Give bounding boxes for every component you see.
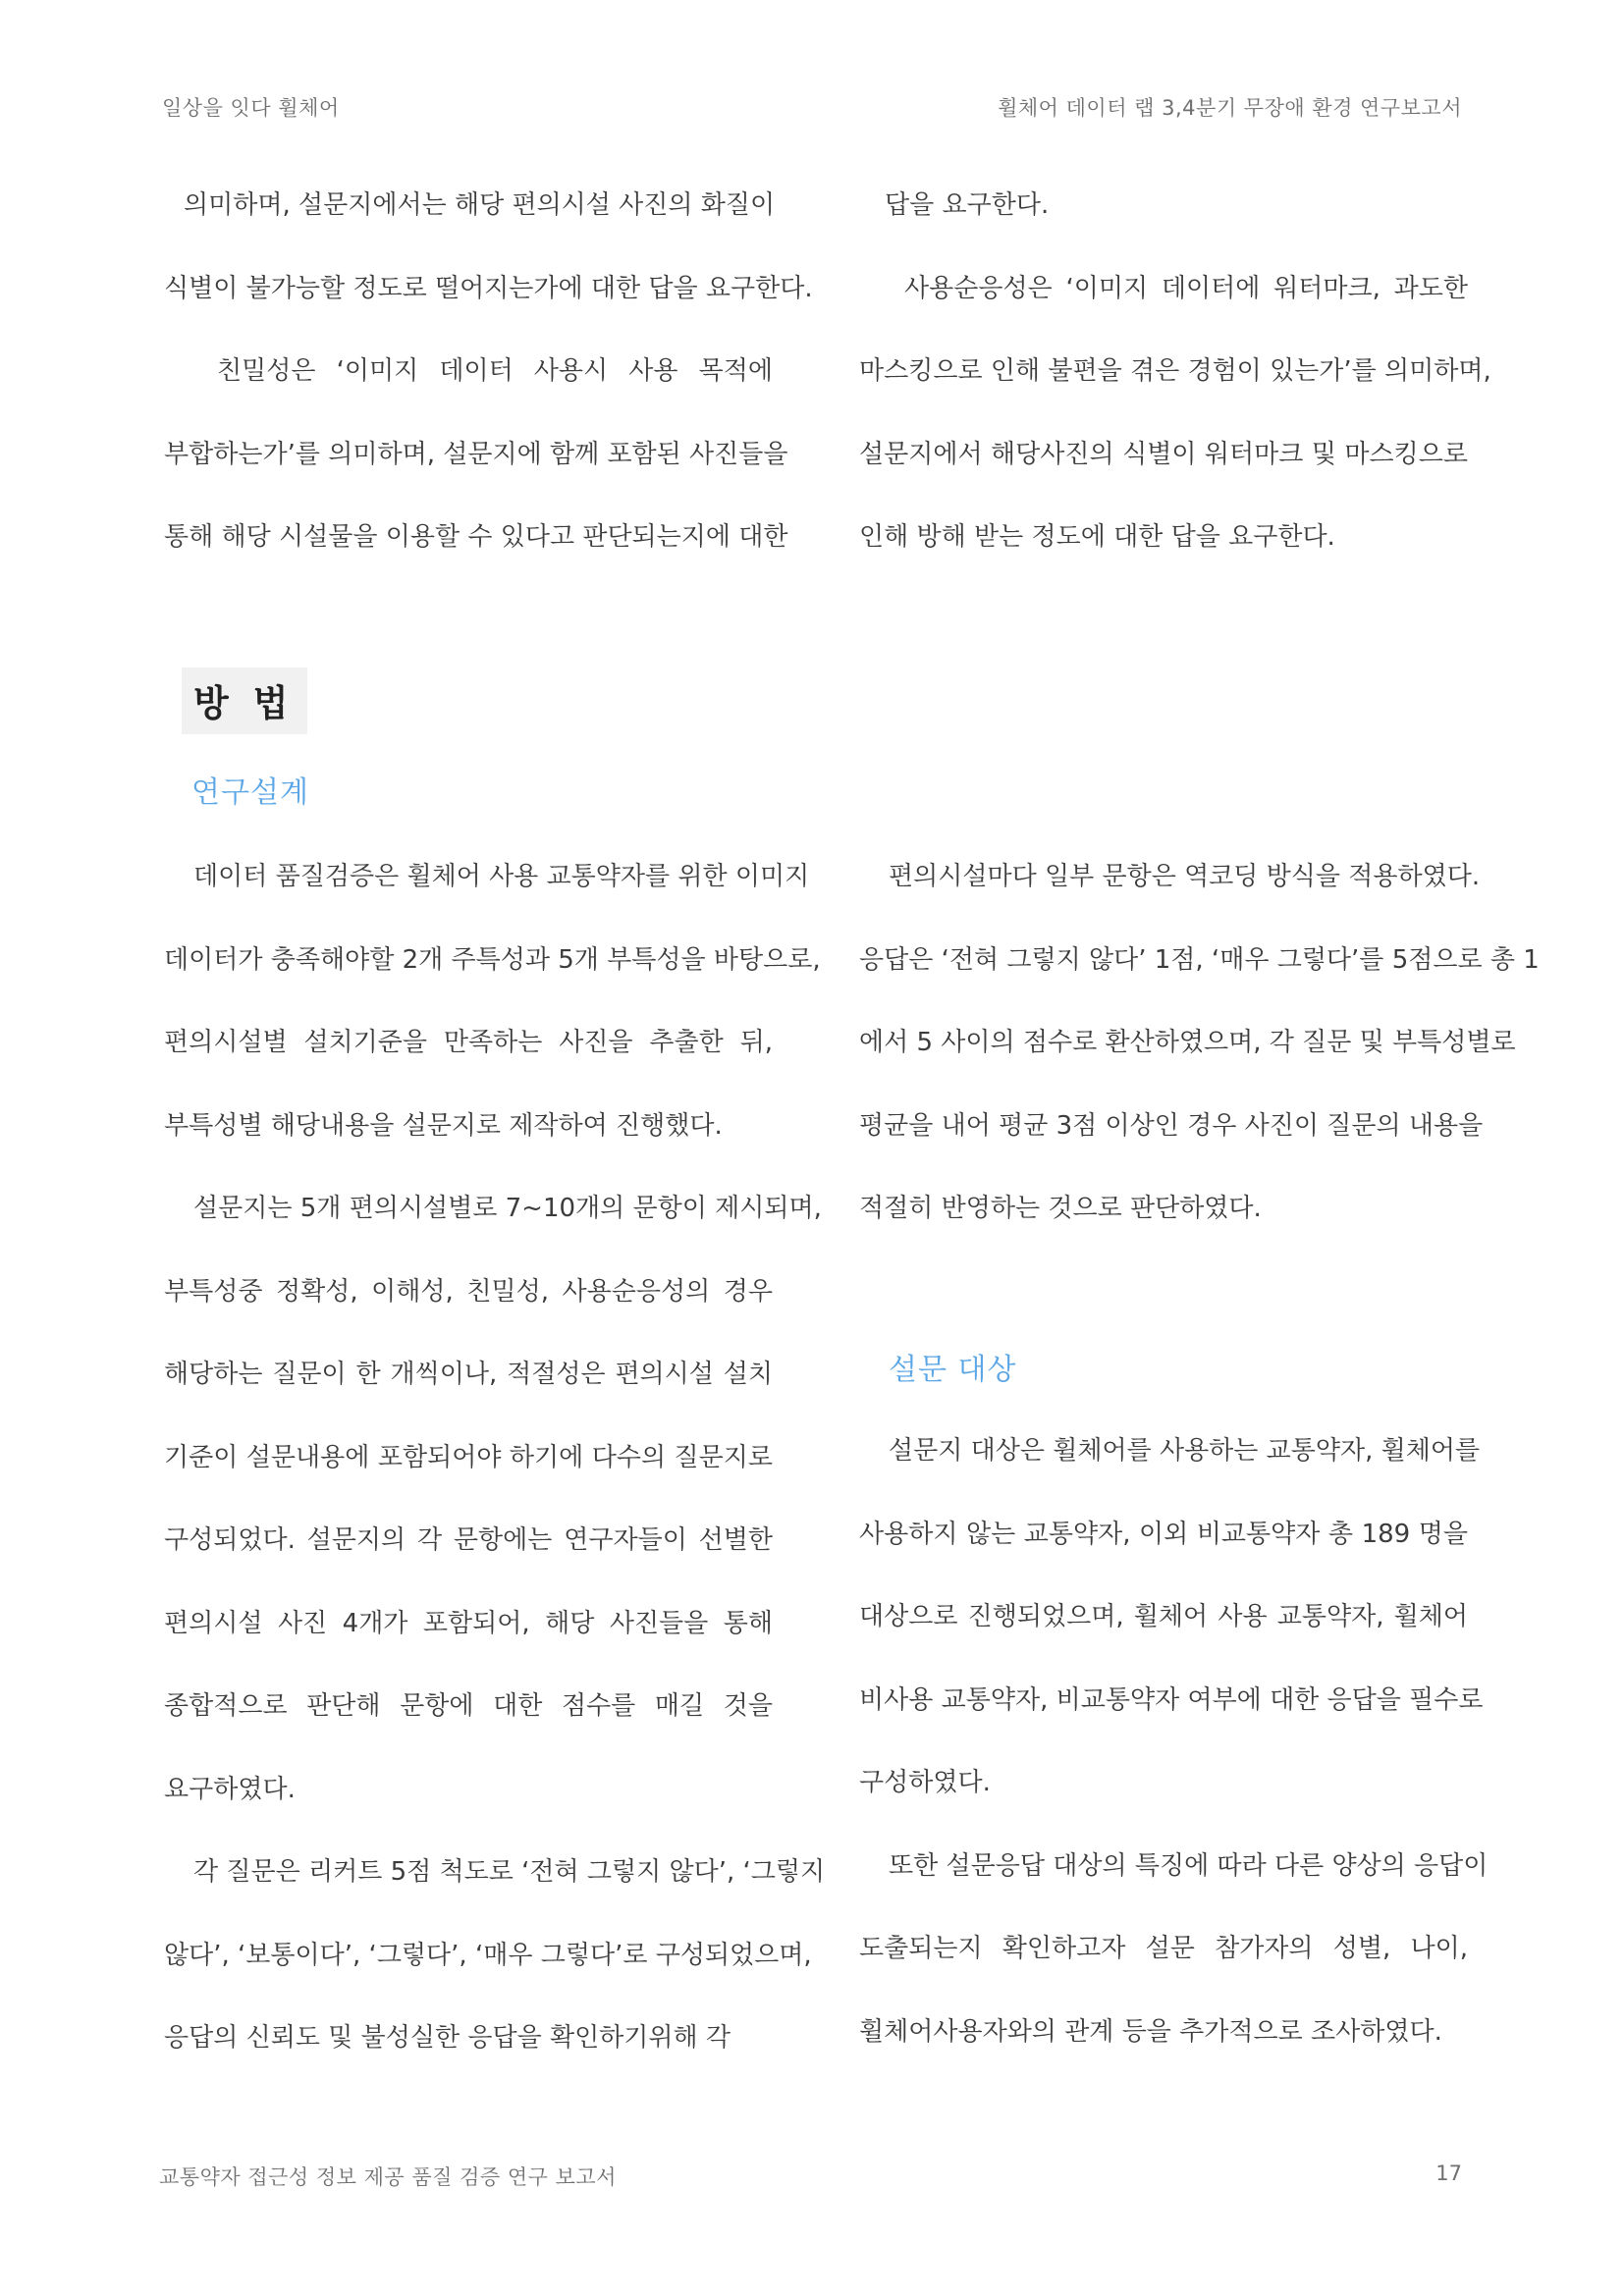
section-title: 방 법 (182, 667, 307, 734)
subsection-research-design: 연구설계 (191, 775, 309, 810)
paragraph-line: 응답은 ‘전혀 그렇지 않다’ 1점, ‘매우 그렇다’를 5점으로 총 1 (859, 944, 1540, 975)
survey-target-column (859, 1410, 1489, 2073)
paragraph-line: 설문지 대상은 휠체어를 사용하는 교통약자, 휠체어를 (889, 1436, 1481, 1466)
paragraph-line: 구성되었다. 설문지의 각 문항에는 연구자들이 선별한 (164, 1525, 773, 1555)
paragraph-line: 데이터가 충족해야할 2개 주특성과 5개 부특성을 바탕으로, (164, 944, 821, 975)
paragraph-line: 인해 방해 받는 정도에 대한 답을 요구한다. (859, 522, 1335, 552)
paragraph-line: 설문지는 5개 편의시설별로 7~10개의 문항이 제시되며, (193, 1194, 822, 1223)
paragraph-line: 구성하였다. (859, 1768, 991, 1797)
paragraph-line: 데이터 품질검증은 휠체어 사용 교통약자를 위한 이미지 (193, 862, 810, 891)
paragraph-line: 식별이 불가능할 정도로 떨어지는가에 대한 답을 요구한다. (164, 273, 813, 303)
main-left-column (164, 835, 826, 2080)
paragraph-line: 부특성중 정확성, 이해성, 친밀성, 사용순응성의 경우 (164, 1276, 773, 1307)
paragraph-line: 비사용 교통약자, 비교통약자 여부에 대한 응답을 필수로 (859, 1684, 1484, 1715)
paragraph-line: 설문지에서 해당사진의 식별이 워터마크 및 마스킹으로 (859, 439, 1468, 469)
paragraph-line: 의미하며, 설문지에서는 해당 편의시설 사진의 화질이 (184, 190, 776, 220)
paragraph-line: 적절히 반영하는 것으로 판단하였다. (859, 1194, 1262, 1223)
paragraph-line: 사용순응성은 ‘이미지 데이터에 워터마크, 과도한 (904, 273, 1468, 303)
paragraph-line: 사용하지 않는 교통약자, 이외 비교통약자 총 189 명을 (859, 1519, 1468, 1549)
paragraph-line: 통해 해당 시설물을 이용할 수 있다고 판단되는지에 대한 (164, 522, 788, 552)
paragraph-line: 마스킹으로 인해 불편을 겪은 경험이 있는가’를 의미하며, (859, 356, 1491, 386)
paragraph-line: 편의시설마다 일부 문항은 역코딩 방식을 적용하였다. (889, 862, 1481, 891)
paragraph-line: 편의시설 사진 4개가 포함되어, 해당 사진들을 통해 (164, 1608, 773, 1638)
page-number: 17 (1435, 2162, 1462, 2185)
paragraph-line: 해당하는 질문이 한 개씩이나, 적절성은 편의시설 설치 (164, 1360, 773, 1389)
paragraph-line: 편의시설별 설치기준을 만족하는 사진을 추출한 뒤, (164, 1028, 773, 1057)
paragraph-line: 평균을 내어 평균 3점 이상인 경우 사진이 질문의 내용을 (859, 1110, 1484, 1141)
paragraph-line: 에서 5 사이의 점수로 환산하였으며, 각 질문 및 부특성별로 (859, 1028, 1516, 1057)
paragraph-line: 종합적으로 판단해 문항에 대한 점수를 매길 것을 (164, 1691, 773, 1721)
header-right: 휠체어 데이터 랩 3,4분기 무장애 환경 연구보고서 (998, 96, 1462, 120)
subsection-survey-target: 설문 대상 (889, 1353, 1017, 1387)
header-left: 일상을 잇다 휠체어 (162, 96, 340, 120)
main-right-column (859, 835, 1540, 1251)
top-left-column (164, 164, 813, 579)
paragraph-line: 부특성별 해당내용을 설문지로 제작하여 진행했다. (164, 1110, 723, 1141)
paragraph-line: 기준이 설문내용에 포함되어야 하기에 다수의 질문지로 (164, 1442, 773, 1472)
paragraph-line: 답을 요구한다. (885, 190, 1050, 220)
paragraph-line: 부합하는가’를 의미하며, 설문지에 함께 포함된 사진들을 (164, 439, 788, 469)
paragraph-line: 친밀성은 ‘이미지 데이터 사용시 사용 목적에 (217, 356, 773, 386)
paragraph-line: 응답의 신뢰도 및 불성실한 응답을 확인하기위해 각 (164, 2023, 731, 2053)
footer-title: 교통약자 접근성 정보 제공 품질 검증 연구 보고서 (159, 2165, 617, 2189)
paragraph-line: 휠체어사용자와의 관계 등을 추가적으로 조사하였다. (859, 2016, 1442, 2047)
top-right-column (859, 164, 1491, 579)
paragraph-line: 도출되는지 확인하고자 설문 참가자의 성별, 나이, (859, 1934, 1468, 1963)
paragraph-line: 또한 설문응답 대상의 특징에 따라 다른 양상의 응답이 (889, 1850, 1489, 1881)
paragraph-line: 요구하였다. (164, 1774, 296, 1804)
paragraph-line: 각 질문은 리커트 5점 척도로 ‘전혀 그렇지 않다’, ‘그렇지 (193, 1857, 826, 1887)
paragraph-line: 않다’, ‘보통이다’, ‘그렇다’, ‘매우 그렇다’로 구성되었으며, (164, 1940, 812, 1970)
paragraph-line: 대상으로 진행되었으며, 휠체어 사용 교통약자, 휠체어 (859, 1602, 1468, 1631)
